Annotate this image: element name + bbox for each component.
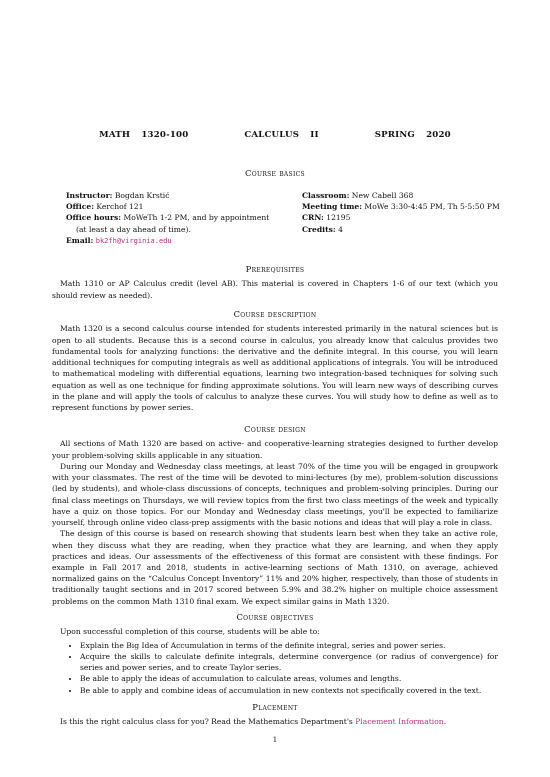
design-section <box>52 423 498 607</box>
design-heading: Course design <box>244 424 306 434</box>
objectives-heading: Course objectives <box>236 612 314 622</box>
credits-row <box>302 224 542 235</box>
instructor-value: Bogdan Krstić <box>114 191 170 200</box>
placement-heading: Placement <box>252 702 298 712</box>
placement-text-after: . <box>443 717 447 727</box>
design-paragraph-3: The design of this course is based on research showing that students learn best when they take an active role, when they discuss what they are reading, when they practice what they are learning, and when they apply practices and ideas. Our assessments of the effectiveness of this format are consistent with these findings. For example in Fall 2017 and 2018, students in active-learning sections of Math 1310, on average, achieved normalized gains on the “Calculus Concept Inventory” 11% and 20% higher, respectively, than those of students in traditionally taught sections and in 2017 scored between 5.9% and 38.2% higher on multiple choice assessment problems on the common Math 1310 final exam. We expect similar gains in Math 1320. <box>52 529 498 606</box>
crn-value: 12195 <box>326 213 351 223</box>
credits-label: Credits: <box>302 224 336 234</box>
instructor-row <box>66 190 276 201</box>
office-value: Kerchof 121 <box>96 202 144 212</box>
objectives-list <box>52 640 498 696</box>
placement-text <box>52 716 498 727</box>
placement-text-before: Is this the right calculus class for you? Read the Mathematics Department's <box>60 717 353 727</box>
crn-row <box>302 212 542 223</box>
course-basics-heading: Course basics <box>245 168 305 178</box>
meeting-time-value: MoWe 3:30-4:45 PM, Th 5-5:50 PM <box>364 202 500 212</box>
page-number: 1 <box>272 736 278 744</box>
objectives-intro: Upon successful completion of this course, students will be able to: <box>60 627 320 637</box>
crn-label: CRN: <box>302 213 324 223</box>
email-row <box>66 235 276 246</box>
description-heading: Course description <box>233 309 317 319</box>
office-row <box>66 201 276 212</box>
prerequisites-text: Math 1310 or AP Calculus credit (level AB). This material is covered in Chapters 1-6 of our text (which you should review as needed). <box>52 279 498 300</box>
course-title: MATH 1320-100 CALCULUS II SPRING 2020 <box>99 130 451 140</box>
classroom-label: Classroom: <box>302 191 350 200</box>
prerequisites-section <box>52 263 498 301</box>
classroom-value: New Cabell 368 <box>351 191 414 200</box>
description-text: Math 1320 is a second calculus course intended for students interested primarily in the natural sciences but is open to all students. Because this is a second course in calculus, you already know that calculus provides two fundamental tools for analyzing functions: the derivative and the definite integral. In this course, you will learn additional techniques for computing integrals as well as additional applications of integrals. You will be introduced to mathematical modeling with differential equations, learning two integration-based techniques for solving such equation as well as one technique for finding approximate solutions. You will learn new ways of describing curves in the plane and will apply the tools of calculus to analyze these curves. You will study how to define as well as to represent functions by power series. <box>52 324 498 413</box>
office-hours-value: MoWeTh 1-2 PM, and by appointment (at least a day ahead of time). <box>76 213 270 234</box>
course-basics-right-column <box>302 190 542 235</box>
objective-item: • Be able to apply and combine ideas of accumulation in new contexts not specifically covered in the text. <box>80 685 498 696</box>
credits-value: 4 <box>338 224 343 234</box>
office-hours-label: Office hours: <box>66 213 122 223</box>
design-paragraph-1: All sections of Math 1320 are based on active- and cooperative-learning strategies designed to further develop your problem-solving skills applicable in any situation. <box>52 439 498 460</box>
meeting-time-label: Meeting time: <box>302 202 362 212</box>
prerequisites-heading: Prerequisites <box>245 264 305 274</box>
objective-item: • Acquire the skills to calculate definite integrals, determine convergence (or radius of convergence) for series and power series, and to create Taylor series. <box>80 651 498 673</box>
meeting-time-row <box>302 201 542 212</box>
objectives-section <box>52 611 498 696</box>
placement-section <box>52 701 498 728</box>
course-basics-left-column <box>66 190 276 246</box>
design-paragraph-2: During our Monday and Wednesday class meetings, at least 70% of the time you will be engaged in groupwork with your classmates. The rest of the time will be devoted to mini-lectures (by me), problem-solution discussions (led by students), and whole-class discussions of concepts, techniques and problem-solving principles. During our final class meetings on Thursdays, we will review topics from the first two class meetings of the week and typically have a quiz on those topics. For our Monday and Wednesday class meetings, you'll be expected to familiarize yourself, through online video class-prep assigments with the basic notions and ideas that will play a role in class. <box>52 461 498 528</box>
placement-information-link[interactable]: Placement Information <box>355 717 444 727</box>
description-section <box>52 308 498 413</box>
office-label: Office: <box>66 202 94 212</box>
classroom-row <box>302 190 542 201</box>
office-hours-row <box>66 212 276 234</box>
email-link[interactable]: bk2fh@virginia.edu <box>95 236 172 245</box>
objective-item: • Explain the Big Idea of Accumulation in terms of the definite integral, series and power series. <box>80 640 498 651</box>
email-label: Email: <box>66 235 94 245</box>
instructor-label: Instructor: <box>66 191 113 200</box>
objective-item: • Be able to apply the ideas of accumulation to calculate areas, volumes and lengths. <box>80 673 498 684</box>
